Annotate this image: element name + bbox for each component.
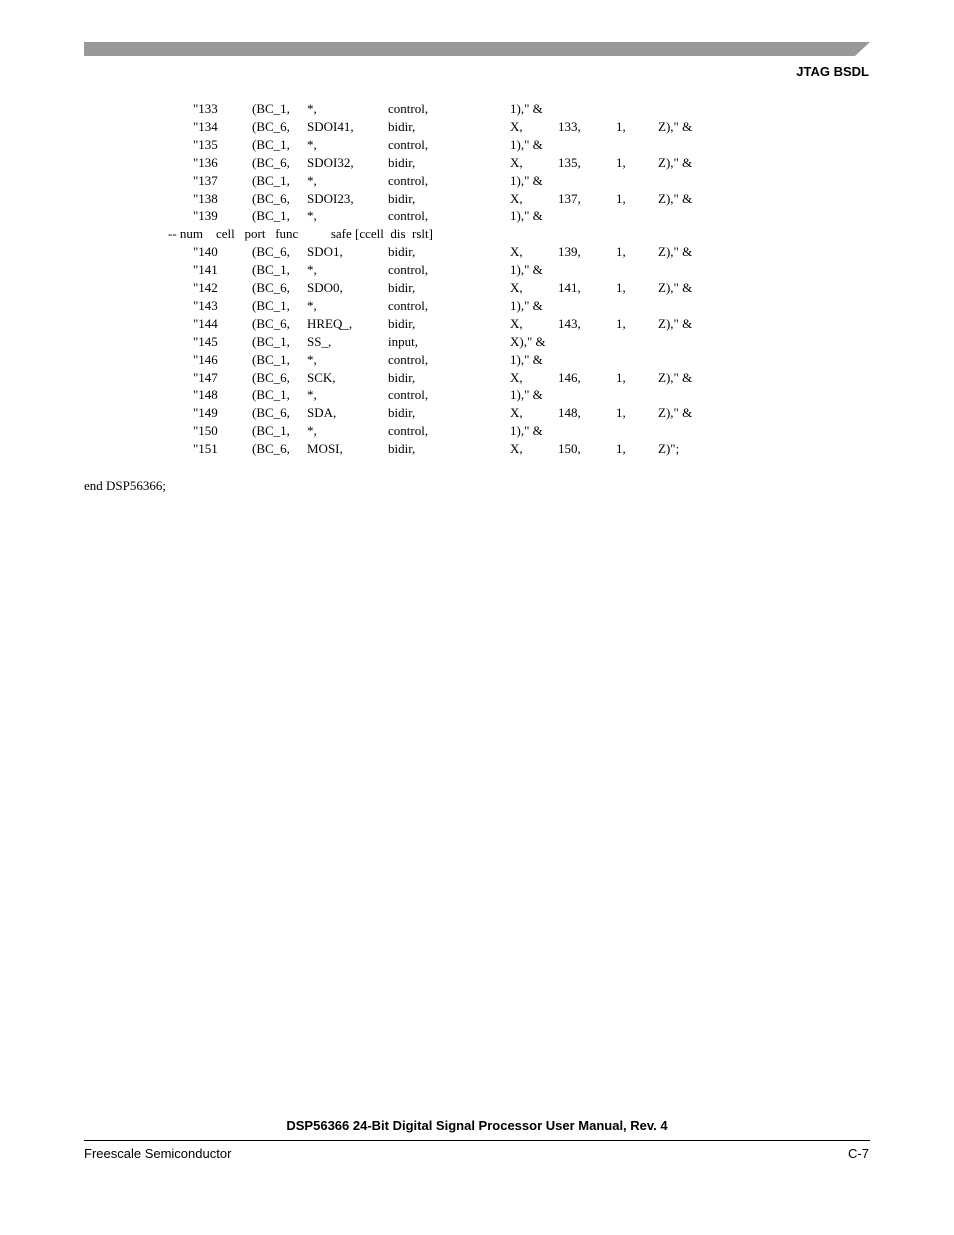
code-dis: 1, (616, 244, 626, 260)
manual-title: DSP56366 24-Bit Digital Signal Processor User Manual, Rev. 4 (286, 1118, 668, 1133)
code-num: "133 (193, 101, 218, 116)
code-cell: (BC_6, (252, 369, 290, 385)
code-safe: X, (510, 244, 523, 260)
code-cell: (BC_1, (252, 297, 290, 313)
code-safe: 1)," & (510, 101, 543, 116)
code-safe: X, (510, 118, 523, 134)
code-func: control, (388, 262, 429, 278)
code-func: bidir, (388, 154, 416, 170)
code-cell: (BC_1, (252, 136, 290, 152)
code-ccell: 133, (558, 118, 581, 134)
code-safe: X, (510, 315, 523, 331)
code-func: control, (388, 387, 429, 403)
code-ccell: 146, (558, 369, 581, 385)
code-num: "145 (193, 333, 218, 349)
code-rslt: Z)," & (658, 280, 693, 295)
code-num: "139 (193, 208, 218, 224)
code-func: control, (388, 208, 429, 224)
code-port: *, (307, 351, 317, 367)
code-cell: (BC_1, (252, 387, 290, 403)
code-rslt: Z)," & (658, 405, 693, 421)
code-dis: 1, (616, 369, 626, 385)
code-rslt: Z)," & (658, 190, 693, 206)
code-safe: 1)," & (510, 208, 543, 224)
footer-rule (84, 1140, 870, 1141)
code-safe: X, (510, 280, 523, 295)
code-safe: 1)," & (510, 297, 543, 313)
code-cell: (BC_6, (252, 118, 290, 134)
code-safe: 1)," & (510, 423, 543, 439)
code-func: bidir, (388, 118, 416, 134)
code-safe: 1)," & (510, 136, 543, 152)
code-func: control, (388, 297, 429, 313)
code-safe: 1)," & (510, 172, 543, 188)
code-num: "146 (193, 351, 218, 367)
code-port: *, (307, 423, 317, 439)
code-cell: (BC_1, (252, 423, 290, 439)
code-rslt: Z)," & (658, 154, 693, 170)
code-port: *, (307, 208, 317, 224)
code-safe: 1)," & (510, 262, 543, 278)
code-num: "142 (193, 280, 218, 295)
code-safe: X, (510, 190, 523, 206)
code-port: SDA, (307, 405, 337, 421)
code-port: SDOI41, (307, 118, 354, 134)
code-num: "148 (193, 387, 218, 403)
code-num: "137 (193, 172, 218, 188)
code-port: HREQ_, (307, 315, 353, 331)
code-func: input, (388, 333, 418, 349)
end-statement: end DSP56366; (84, 478, 166, 493)
code-port: *, (307, 387, 317, 403)
code-ccell: 141, (558, 280, 581, 295)
code-ccell: 135, (558, 154, 581, 170)
code-cell: (BC_6, (252, 244, 290, 260)
code-port: SDOI32, (307, 154, 354, 170)
code-rslt: Z)," & (658, 315, 693, 331)
code-port: *, (307, 172, 317, 188)
code-ccell: 139, (558, 244, 581, 260)
code-dis: 1, (616, 280, 626, 295)
code-safe: X, (510, 441, 523, 457)
code-num: "144 (193, 315, 218, 331)
code-func: control, (388, 101, 429, 116)
code-dis: 1, (616, 118, 626, 134)
code-func: bidir, (388, 280, 416, 295)
code-port: MOSI, (307, 441, 343, 457)
code-num: "149 (193, 405, 218, 421)
code-func: control, (388, 136, 429, 152)
code-port: SDO0, (307, 280, 343, 295)
code-cell: (BC_1, (252, 333, 290, 349)
code-num: "143 (193, 297, 218, 313)
code-port: *, (307, 136, 317, 152)
code-func: bidir, (388, 405, 416, 421)
code-func: control, (388, 423, 429, 439)
code-rslt: Z)," & (658, 369, 693, 385)
code-ccell: 148, (558, 405, 581, 421)
code-port: *, (307, 101, 317, 116)
code-num: "135 (193, 136, 218, 152)
code-safe: X, (510, 405, 523, 421)
code-num: "141 (193, 262, 218, 278)
code-rslt: Z)," & (658, 118, 693, 134)
code-num: "138 (193, 190, 218, 206)
code-port: SCK, (307, 369, 336, 385)
code-func: control, (388, 172, 429, 188)
code-func: bidir, (388, 244, 416, 260)
code-rslt: Z)," & (658, 244, 693, 260)
comment-text: -- num cell port func safe [ccell dis rslt] (168, 226, 433, 242)
code-cell: (BC_6, (252, 190, 290, 206)
code-port: *, (307, 297, 317, 313)
page-number: C-7 (848, 1146, 869, 1161)
code-cell: (BC_6, (252, 405, 290, 421)
code-dis: 1, (616, 190, 626, 206)
code-cell: (BC_1, (252, 101, 290, 116)
code-safe: X)," & (510, 333, 546, 349)
code-cell: (BC_1, (252, 208, 290, 224)
code-num: "150 (193, 423, 218, 439)
code-rslt: Z)"; (658, 441, 680, 457)
code-safe: X, (510, 369, 523, 385)
code-cell: (BC_6, (252, 154, 290, 170)
code-cell: (BC_6, (252, 280, 290, 295)
code-port: SDO1, (307, 244, 343, 260)
company-name: Freescale Semiconductor (84, 1146, 232, 1161)
code-cell: (BC_1, (252, 172, 290, 188)
section-title: JTAG BSDL (796, 64, 869, 79)
code-num: "134 (193, 118, 218, 134)
code-func: bidir, (388, 369, 416, 385)
code-safe: 1)," & (510, 351, 543, 367)
code-dis: 1, (616, 441, 626, 457)
code-num: "147 (193, 369, 218, 385)
code-cell: (BC_1, (252, 262, 290, 278)
code-ccell: 137, (558, 190, 581, 206)
code-ccell: 150, (558, 441, 581, 457)
code-port: SDOI23, (307, 190, 354, 206)
code-dis: 1, (616, 315, 626, 331)
code-num: "140 (193, 244, 218, 260)
code-safe: X, (510, 154, 523, 170)
code-dis: 1, (616, 154, 626, 170)
code-ccell: 143, (558, 315, 581, 331)
code-func: bidir, (388, 441, 416, 457)
code-num: "151 (193, 441, 218, 457)
code-cell: (BC_6, (252, 315, 290, 331)
code-func: bidir, (388, 315, 416, 331)
code-func: control, (388, 351, 429, 367)
code-cell: (BC_1, (252, 351, 290, 367)
code-safe: 1)," & (510, 387, 543, 403)
code-cell: (BC_6, (252, 441, 290, 457)
header-bar (84, 42, 870, 56)
code-dis: 1, (616, 405, 626, 421)
code-num: "136 (193, 154, 218, 170)
code-port: *, (307, 262, 317, 278)
code-func: bidir, (388, 190, 416, 206)
code-port: SS_, (307, 333, 332, 349)
